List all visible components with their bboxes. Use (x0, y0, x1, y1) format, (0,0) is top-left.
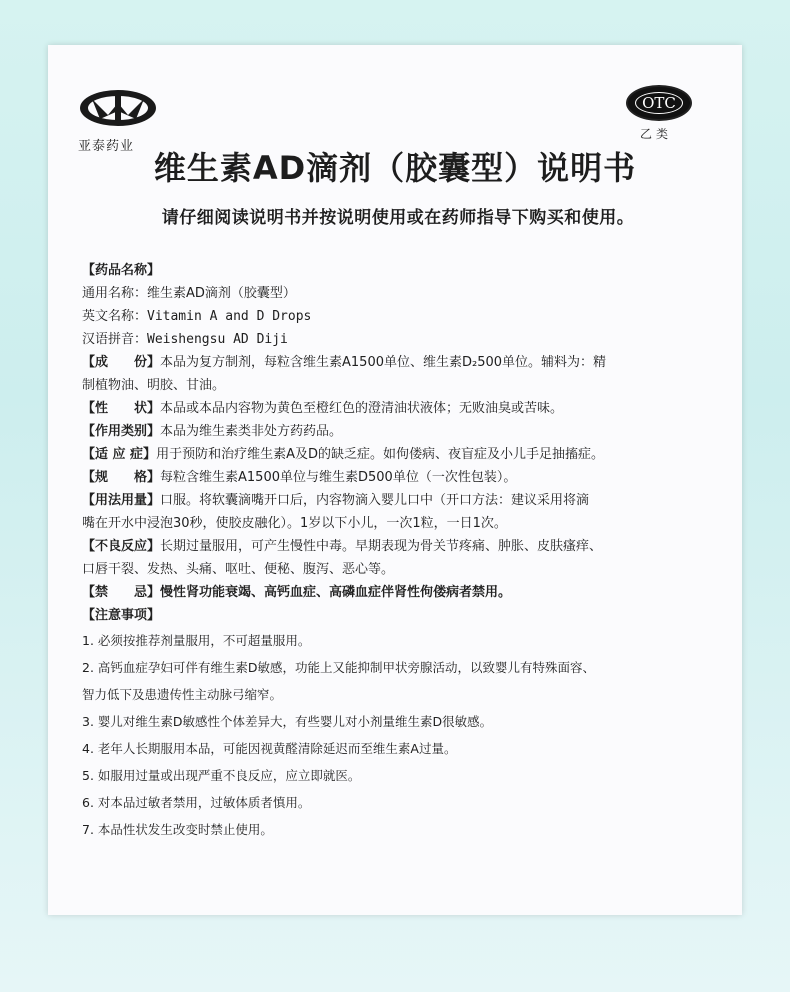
usage-label: 【用法用量】 (82, 493, 161, 508)
generic-name: 通用名称：维生素AD滴剂（胶囊型） (82, 286, 296, 301)
indications-label: 【适 应 症】 (82, 447, 157, 462)
precaution-item: 4. 老年人长期服用本品，可能因视黄醛清除延迟而至维生素A过量。 (82, 741, 457, 756)
precaution-item: 智力低下及患遗传性主动脉弓缩窄。 (82, 687, 283, 702)
category-row (82, 420, 712, 443)
spec-row (82, 466, 712, 489)
properties-row (82, 397, 712, 420)
contra-label: 【禁 忌】 (82, 585, 161, 600)
precaution-item: 2. 高钙血症孕妇可伴有维生素D敏感，功能上又能抑制甲状旁腺活动，以致婴儿有特殊面容、 (82, 660, 596, 675)
precaution-item: 7. 本品性状发生改变时禁止使用。 (82, 822, 273, 837)
usage-text-continued: 嘴在开水中浸泡30秒，使胶皮融化）。1岁以下小儿，一次1粒，一日1次。 (82, 516, 507, 531)
spec-label: 【规 格】 (82, 470, 161, 485)
usage-notice: 请仔细阅读说明书并按说明使用或在药师指导下购买和使用。 (161, 208, 635, 228)
english-name: 英文名称：Vitamin A and D Drops (82, 309, 312, 324)
company-logo-icon (78, 85, 158, 131)
adverse-text: 长期过量服用，可产生慢性中毒。早期表现为骨关节疼痛、肿胀、皮肤瘙痒、 (160, 539, 603, 554)
precaution-item: 6. 对本品过敏者禁用，过敏体质者慎用。 (82, 795, 311, 810)
category-text: 本品为维生素类非处方药药品。 (160, 424, 343, 439)
usage-row (82, 489, 712, 512)
adverse-row (82, 535, 712, 558)
indications-text: 用于预防和治疗维生素A及D的缺乏症。如佝偻病、夜盲症及小儿手足抽搐症。 (156, 447, 604, 462)
ingredients-label: 【成 份】 (82, 355, 161, 370)
properties-text: 本品或本品内容物为黄色至橙红色的澄清油状液体；无败油臭或苦味。 (160, 401, 564, 416)
otc-class-label: 乙类 (640, 127, 673, 141)
contra-row (82, 581, 712, 604)
adverse-text-continued: 口唇干裂、发热、头痛、呕吐、便秘、腹泻、恶心等。 (82, 562, 395, 577)
ingredients-text: 本品为复方制剂，每粒含维生素A1500单位、维生素D₂500单位。辅料为：精 (160, 355, 607, 370)
indications-row (82, 443, 712, 466)
adverse-label: 【不良反应】 (82, 539, 161, 554)
precaution-item: 5. 如服用过量或出现严重不良反应，应立即就医。 (82, 768, 361, 783)
category-label: 【作用类别】 (82, 424, 161, 439)
company-name: 亚泰药业 (78, 139, 135, 154)
usage-text: 口服。将软囊滴嘴开口后，内容物滴入婴儿口中（开口方法：建议采用将滴 (160, 493, 590, 508)
ingredients-text-continued: 制植物油、明胶、甘油。 (82, 378, 226, 393)
pinyin-name: 汉语拼音：Weishengsu AD Diji (82, 332, 288, 347)
leaflet-body (82, 259, 712, 843)
spec-text: 每粒含维生素A1500单位与维生素D500单位（一次性包装）。 (160, 470, 517, 485)
otc-badge (626, 85, 692, 121)
otc-label: OTC (635, 92, 683, 114)
contra-text: 慢性肾功能衰竭、高钙血症、高磷血症伴肾性佝偻病者禁用。 (160, 585, 512, 600)
precaution-item: 1. 必须按推荐剂量服用，不可超量服用。 (82, 633, 311, 648)
drug-name-heading: 【药品名称】 (82, 263, 161, 278)
properties-label: 【性 状】 (82, 401, 161, 416)
precautions-heading: 【注意事项】 (82, 608, 161, 623)
precaution-item: 3. 婴儿对维生素D敏感性个体差异大，有些婴儿对小剂量维生素D很敏感。 (82, 714, 493, 729)
leaflet-sheet (48, 45, 742, 915)
document-title: 维生素AD滴剂（胶囊型）说明书 (153, 149, 637, 187)
ingredients-row (82, 351, 712, 374)
